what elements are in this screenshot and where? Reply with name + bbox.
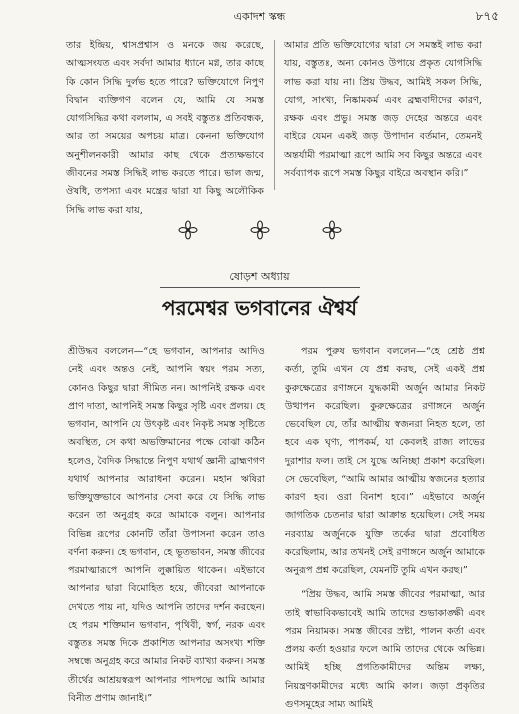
flower-ornament-icon bbox=[250, 220, 270, 240]
body-left-column bbox=[68, 343, 265, 708]
running-header: একাদশ স্কন্ধ bbox=[233, 10, 286, 23]
body-right-column bbox=[285, 343, 485, 714]
body-right-paragraph-1: পরম পুরুষ ভগবান বললেন—“হে শ্রেষ্ঠ প্রশ্ন কর্তা, তুমি এখন যে প্রশ্ন করছ, সেই একই প্রশ্ন কুরুক্ষেত্রের রণাঙ্গনে যুদ্ধকামী অর্জুন আমার নিকট উত্থাপন করেছিল। কুরুক্ষেত্রের রণাঙ্গনে অর্জুন ভেবেছিল যে, তাঁর আত্মীয় স্বজনরা নিহত হলে, তা হবে এক ঘৃণ্য, পাপকর্ম, যা কেবলই রাজ্য লাভের দুরাশার ফল। তাই সে যুদ্ধে অনিচ্ছা প্রকাশ করেছিল। সে ভেবেছিল, “আমি আমার আত্মীয় স্বজনের হত্যার কারণ হব। ওরা বিনাশ হবে।” এইভাবে অর্জুন জাগতিক চেতনার দ্বারা আক্রান্ত হয়েছিল। সেই সময় নরব্যাঘ্র অর্জুনকে যুক্তি তর্কের দ্বারা প্রবোধিত করেছিলাম, আর তখনই সেই রণাঙ্গনে অর্জুন আমাকে অনুরূপ প্রশ্ন করেছিল, যেমনটি তুমি এখন করছ।” bbox=[285, 346, 485, 576]
top-right-column bbox=[284, 37, 482, 183]
section-ornaments bbox=[0, 220, 519, 240]
chapter-title: পরমেশ্বর ভগবানের ঐশ্বর্য bbox=[162, 296, 357, 320]
page-number: ৮৭৫ bbox=[475, 9, 499, 23]
flower-ornament-icon bbox=[322, 220, 342, 240]
top-left-text: তার ইন্দ্রিয়, শ্বাসপ্রশ্বাস ও মনকে জয় করেছে, আত্মসংযত এবং সর্বদা আমার ধ্যানে মগ্ন, তার কাছে কি কোন সিদ্ধি দুর্লভ হতে পারে? ভক্তিযোগে নিপুণ বিদ্বান ব্যক্তিগণ বলেন যে, আমি যে সমস্ত যোগসিদ্ধির কথা বললাম, এ সবই বস্তুতঃ প্রতিবন্ধক, আর তা সময়ের অপচয় মাত্র। কেননা ভক্তিযোগ অনুশীলনকারী আমার কাছ থেকে প্রত্যক্ষভাবে জীবনের সমস্ত সিদ্ধিই লাভ করতে পারে। ভাল জন্ম, ঔষধি, তপস্যা এবং মন্ত্রের দ্বারা যা কিছু অলৌকিক সিদ্ধি লাভ করা যায়, bbox=[66, 40, 264, 216]
chapter-label: ষোড়শ অধ্যায় bbox=[229, 270, 290, 283]
body-left-text: শ্রীউদ্ধব বললেন—“হে ভগবান, আপনার আদিও নেই এবং অন্তও নেই, আপনি স্বয়ং পরম সত্য, কোনও কিছুর দ্বারা সীমিত নন। আপনিই রক্ষক এবং প্রাণ দাতা, আপনিই সমস্ত কিছুর সৃষ্টি এবং প্রলয়। হে ভগবান, আপনি যে উৎকৃষ্ট এবং নিকৃষ্ট সমস্ত সৃষ্টিতে অবস্থিত, সে কথা অভক্তিমানের পক্ষে বোঝা কঠিন হলেও, বৈদিক সিদ্ধান্তে নিপুণ যথার্থ জ্ঞানী ব্রাহ্মণগণ যথার্থ আপনার আরাধনা করেন। মহান ঋষিরা ভক্তিযুক্তভাবে আপনার সেবা করে যে সিদ্ধি লাভ করেন তা অনুগ্রহ করে আমাকে বলুন। আপনার বিভিন্ন রূপের কোনটি তাঁরা উপাসনা করেন তাও বর্ণনা করুন। হে ভগবান, হে ভূতভাবন, সমস্ত জীবের পরমাত্মারূপে আপনি লুক্কায়িত থাকেন। এইভাবে আপনার দ্বারা বিমোহিত হয়ে, জীবেরা আপনাকে দেখতে পায় না, যদিও আপনি তাদের দর্শন করছেন। হে পরম শক্তিমান ভগবান, পৃথিবী, স্বর্গ, নরক এবং বস্তুতঃ সমস্ত দিকে প্রকাশিত আপনার অসংখ্য শক্তি সম্বন্ধে অনুগ্রহ করে আমার নিকট ব্যাখ্যা করুন। সমস্ত তীর্থের আশ্রয়স্বরূপ আপনার পাদপদ্মে আমি আমার বিনীত প্রণাম জানাই।” bbox=[68, 346, 265, 704]
column-divider bbox=[274, 40, 275, 190]
top-left-column bbox=[66, 37, 264, 220]
flower-ornament-icon bbox=[178, 220, 198, 240]
chapter-rule bbox=[160, 287, 360, 288]
top-right-text: আমার প্রতি ভক্তিযোগের দ্বারা সে সমস্তই লাভ করা যায়, বস্তুতঃ, অন্য কোনও উপায়ে প্রকৃত যোগসিদ্ধি লাভ করা যায় না। প্রিয় উদ্ধব, আমিই সকল সিদ্ধি, যোগ, সাংখ্য, নিষ্কামকর্ম এবং ব্রহ্মবাদীদের কারণ, রক্ষক এবং প্রভু। সমস্ত জড় দেহের অন্তরে এবং বাইরে যেমন একই জড় উপাদান বর্তমান, তেমনই অন্তর্যামী পরমাত্মা রূপে আমি সব কিছুর অন্তরে এবং সর্বব্যাপক রূপে সমস্ত কিছুর বাইরে অবস্থান করি।” bbox=[284, 40, 482, 180]
body-right-paragraph-2: “প্রিয় উদ্ধব, আমি সমস্ত জীবের পরমাত্মা, আর তাই স্বাভাবিকভাবেই আমি তাদের শুভাকাঙ্ক্ষী এবং পরম নিয়ামক। সমস্ত জীবের স্রষ্টা, পালন কর্তা এবং প্রলয় কর্তা হওয়ার ফলে আমি তাদের থেকে অভিন্ন। আমিই হচ্ছি প্রগতিকামীদের অন্তিম লক্ষ্য, নিয়ন্ত্রণকামীদের মধ্যে আমি কাল। জড়া প্রকৃতির গুণসমূহের সাম্য আমিই bbox=[285, 589, 485, 710]
